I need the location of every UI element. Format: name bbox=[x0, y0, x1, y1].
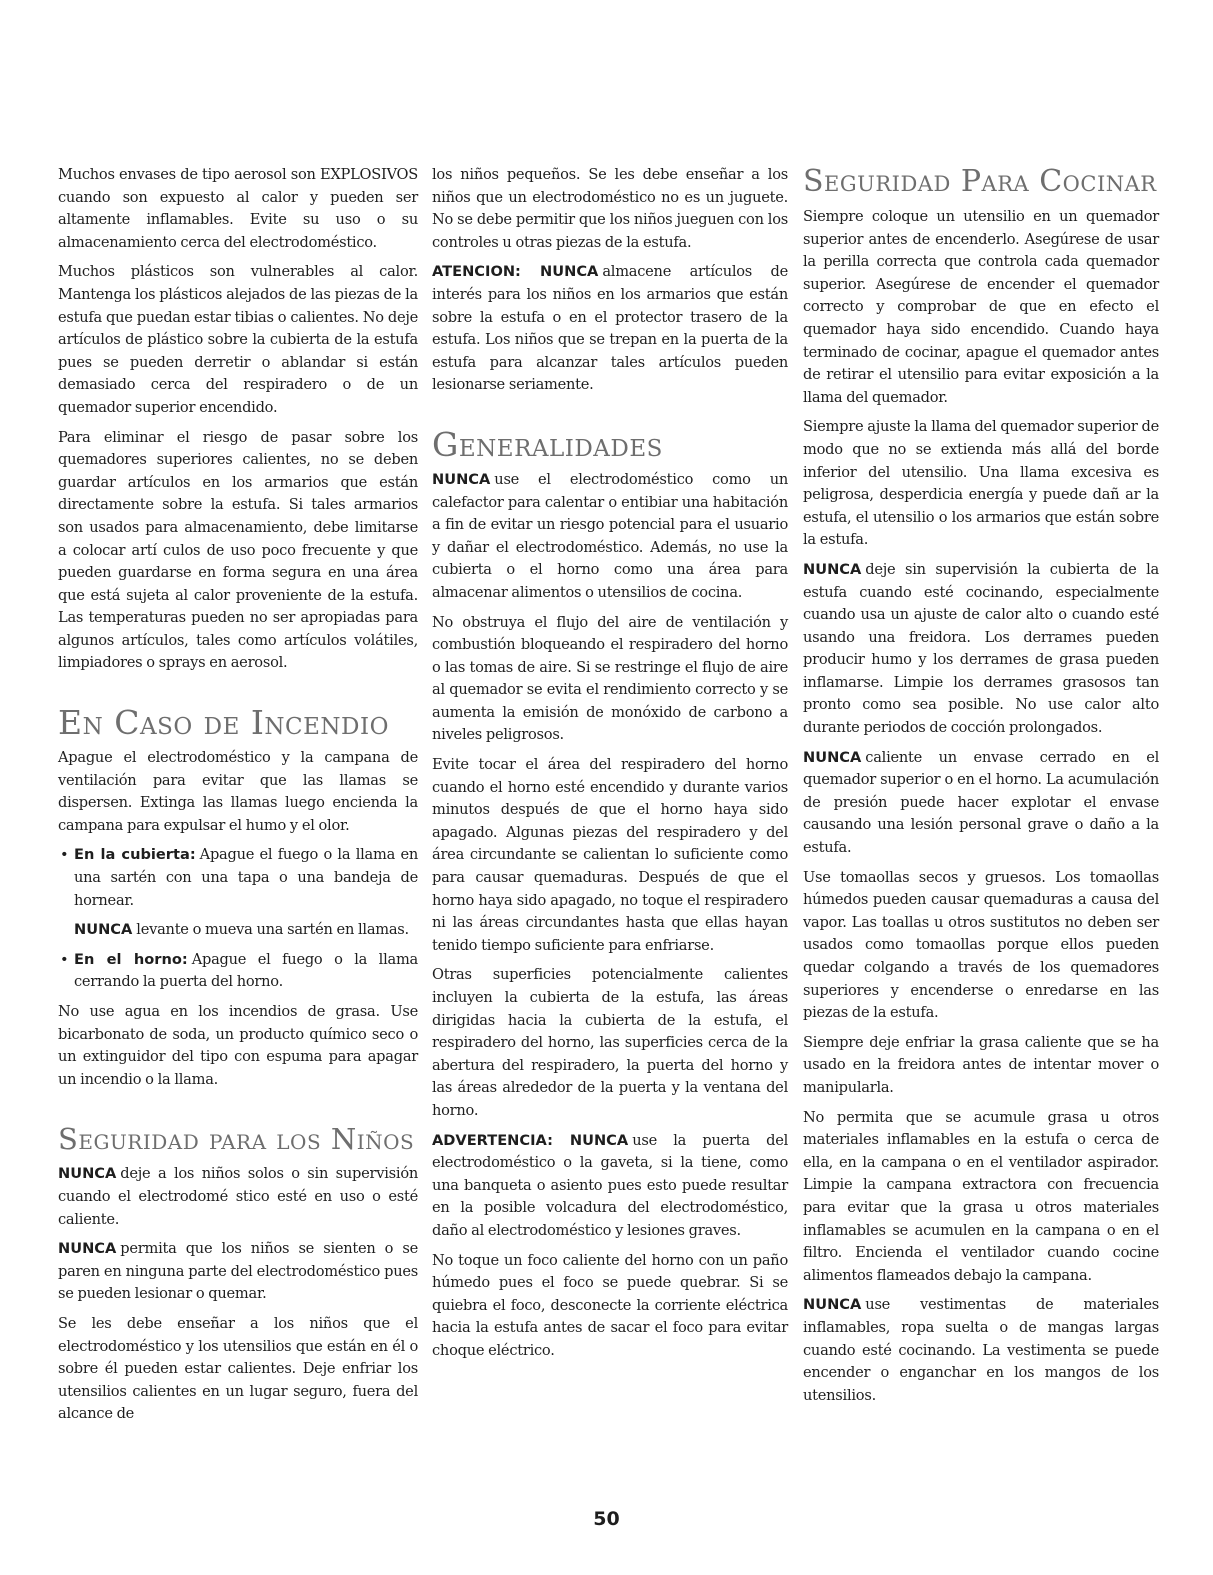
paragraph-closed-container bbox=[803, 747, 1159, 860]
paragraph-hot-surfaces: Otras superficies potencialmente calientes incluyen la cubierta de la estufa, las áreas dirigidas hacia la cubierta de la estufa, el respiradero del horno, las superficies cerca de la abertura del respiradero, la puerta del horno y las áreas alrededor de la puerta y la ventana del horno. bbox=[432, 966, 788, 1119]
paragraph-toy: los niños pequeños. Se les debe enseñar a los niños que un electrodoméstico no es un juguete. No se debe permitir que los niños jueguen con los controles u otras piezas de la estufa. bbox=[432, 166, 788, 251]
paragraph-unattended bbox=[803, 559, 1159, 740]
bullet-cooktop-note-text: levante o mueva una sartén en llamas. bbox=[136, 921, 409, 939]
fire-bullet-list-2 bbox=[58, 949, 418, 994]
paragraph-unattended-text: deje sin supervisión la cubierta de la estufa cuando esté cocinando, especialmente cuando usa un ajuste de calor alto o cuando esté usando una freidora. Los derrames pueden producir humo y los derrames de grasa pueden inflamarse. Limpie los derrames grasosos tan pronto como sea posible. No use calor alto durante periodos de cocción prolongados. bbox=[803, 560, 1159, 737]
bullet-cooktop-note bbox=[74, 919, 418, 942]
heading-kids-safety: Seguridad para los Niños bbox=[58, 1122, 415, 1157]
paragraph-fire-intro: Apague el electrodoméstico y la campana de ventilación para evitar que las llamas se dispersen. Extinga las llamas luego encienda la campana para expulsar el humo y el olor. bbox=[58, 749, 418, 834]
paragraph-bulb: No toque un foco caliente del horno con un paño húmedo pues el foco se puede quebrar. Si se quiebra el foco, desconecte la corriente eléctrica hacia la estufa antes de sacar el foco para evitar choque eléctrico. bbox=[432, 1251, 788, 1359]
paragraph-heater bbox=[432, 469, 788, 605]
paragraph-airflow: No obstruya el flujo del aire de ventilación y combustión bloqueando el respiradero del horno o las tomas de aire. Si se restringe el flujo de aire al quemador se evita el rendimiento correcto y se aumenta la emisión de monóxido de carbono a niveles peligrosos. bbox=[432, 613, 788, 744]
heading-general: Generalidades bbox=[432, 424, 663, 464]
bullet-dot-icon: • bbox=[60, 950, 69, 968]
keyword-nunca: NUNCA bbox=[74, 921, 133, 939]
bullet-cooktop-label: En la cubierta: bbox=[74, 846, 196, 864]
column-middle bbox=[432, 164, 788, 1370]
paragraph-burner-place: Siempre coloque un utensilio en un quemador superior antes de encenderlo. Asegúrese de usar la perilla correcta que controla cada quemador superior. Asegúrese de encender el quemador correcto y comprobar de que en efecto el quemador haya sido encendido. Cuando haya terminado de cocinar, apague el quemador antes de retirar el utensilio para evitar exposición a la llama del quemador. bbox=[803, 208, 1159, 406]
paragraph-kids-sit-text: permita que los niños se sienten o se paren en ninguna parte del electrodoméstico pues se pueden lesionar o quemar. bbox=[58, 1240, 418, 1303]
paragraph-kids-sit bbox=[58, 1238, 418, 1306]
paragraph-clothing bbox=[803, 1294, 1159, 1407]
keyword-nunca: NUNCA bbox=[58, 1165, 117, 1183]
keyword-nunca: NUNCA bbox=[803, 748, 862, 766]
paragraph-flame-adjust: Siempre ajuste la llama del quemador superior de modo que no se extienda más allá del borde inferior del utensilio. Una llama excesiva es peligrosa, desperdicia energía y puede dañ ar la estufa, el utensilio o los armarios que están sobre la estufa. bbox=[803, 418, 1159, 549]
paragraph-closed-container-text: caliente un envase cerrado en el quemador superior o en el horno. La acumulación de presión puede hacer explotar el envase causando una lesión personal grave o daño a la estufa. bbox=[803, 748, 1159, 857]
bullet-oven-text: Apague el fuego o la llama cerrando la puerta del horno. bbox=[74, 950, 418, 991]
bullet-oven bbox=[58, 949, 418, 994]
paragraph-advertencia-text: use la puerta del electrodoméstico o la gaveta, si la tiene, como una banqueta o asiento pues esto puede resultar en la posible volcadura del electrodoméstico, daño al electrodoméstico y lesiones graves. bbox=[432, 1131, 789, 1239]
paragraph-grease-fire: No use agua en los incendios de grasa. Use bicarbonato de soda, un producto químico seco o un extinguidor del tipo con espuma para apagar un incendio o la llama. bbox=[58, 1003, 418, 1088]
keyword-advertencia: ADVERTENCIA: NUNCA bbox=[432, 1131, 629, 1149]
heading-fire: En Caso de Incendio bbox=[58, 703, 389, 743]
keyword-nunca: NUNCA bbox=[58, 1240, 117, 1258]
paragraph-potholders: Use tomaollas secos y gruesos. Los tomaollas húmedos pueden causar quemaduras a causa del vapor. Las toallas u otros sustitutos no deben ser usados como tomaollas porque ellos pueden quedar colgando a través de los quemadores superiores y encenderse o enredarse en las piezas de la estufa. bbox=[803, 868, 1159, 1022]
paragraph-kids-alone bbox=[58, 1163, 418, 1231]
keyword-nunca: NUNCA bbox=[432, 470, 491, 488]
column-right bbox=[803, 164, 1159, 1414]
heading-cooking-safety: Seguridad Para Cocinar bbox=[803, 164, 1157, 199]
keyword-atencion: ATENCION: NUNCA bbox=[432, 263, 599, 281]
bullet-oven-label: En el horno: bbox=[74, 950, 188, 968]
paragraph-grease-buildup: No permita que se acumule grasa u otros materiales inflamables en la estufa o cerca de ella, en la campana o en el ventilador aspirador. Limpie la campana extractora con frecuencia para evitar que la grasa u otros materiales inflamables se acumulen en la campana o en el filtro. Encienda el ventilador cuando cocine alimentos flameados debajo la campana. bbox=[803, 1108, 1159, 1284]
bullet-cooktop-text: Apague el fuego o la llama en una sartén con una tapa o una bandeja de hornear. bbox=[74, 846, 418, 909]
paragraph-kids-teach: Se les debe enseñar a los niños que el electrodoméstico y los utensilios que están en él o sobre él pueden estar calientes. Deje enfriar los utensilios calientes en un lugar seguro, fuera del alcance de bbox=[58, 1314, 418, 1423]
keyword-nunca: NUNCA bbox=[803, 1296, 862, 1314]
paragraph-aerosol: Muchos envases de tipo aerosol son EXPLOSIVOS cuando son expuesto al calor y pueden ser altamente inflamables. Evite su uso o su almacenamiento cerca del electrodoméstico. bbox=[58, 166, 418, 251]
column-left bbox=[58, 164, 418, 1433]
paragraph-vent: Evite tocar el área del respiradero del horno cuando el horno esté encendido y durante varios minutos después de que el horno haya sido apagado. Algunas piezas del respiradero y del área circundante se calientan lo suficiente como para causar quemaduras. Después de que el horno haya sido apagado, no toque el respiradero ni las áreas circundantes hasta que ellas hayan tenido tiempo suficiente para enfriarse. bbox=[432, 756, 788, 954]
paragraph-advertencia bbox=[432, 1130, 788, 1243]
keyword-nunca: NUNCA bbox=[803, 560, 862, 578]
bullet-cooktop bbox=[58, 844, 418, 912]
paragraph-plastics: Muchos plásticos son vulnerables al calor. Mantenga los plásticos alejados de las piezas de la estufa que puedan estar tibias o calientes. No deje artículos de plástico sobre la cubierta de la estufa pues se pueden derretir o ablandar si están demasiado cerca del respiradero o de un quemador superior encendido. bbox=[58, 263, 418, 416]
paragraph-atencion-text: almacene artículos de interés para los niños en los armarios que están sobre la estufa o en el protector trasero de la estufa. Los niños que se trepan en la puerta de la estufa para alcanzar tales artículos pueden lesionarse seriamente. bbox=[432, 263, 788, 394]
paragraph-heater-text: use el electrodoméstico como un calefactor para calentar o entibiar una habitación a fin de evitar un riesgo potencial para el usuario y dañar el electrodoméstico. Además, no use la cubierta o el horno como una área para almacenar alimentos o utensilios de cocina. bbox=[432, 470, 788, 601]
fire-bullet-list bbox=[58, 844, 418, 912]
paragraph-atencion bbox=[432, 261, 788, 397]
paragraph-clothing-text: use vestimentas de materiales inflamables, ropa suelta o de mangas largas cuando esté cocinando. La vestimenta se puede encender o enganchar en los mangos de los utensilios. bbox=[803, 1296, 1159, 1404]
bullet-dot-icon: • bbox=[60, 846, 69, 864]
paragraph-kids-alone-text: deje a los niños solos o sin supervisión cuando el electrodomé stico esté en uso o esté caliente. bbox=[58, 1165, 418, 1228]
paragraph-grease-cool: Siempre deje enfriar la grasa caliente que se ha usado en la freidora antes de intentar mover o manipularla. bbox=[803, 1033, 1159, 1096]
paragraph-cabinets: Para eliminar el riesgo de pasar sobre los quemadores superiores calientes, no se deben guardar artículos en los armarios que están directamente sobre la estufa. Si tales armarios son usados para almacenamiento, debe limitarse a colocar artí culos de uso poco frecuente y que pueden guardarse en forma segura en una área que está sujeta al calor proveniente de la estufa. Las temperaturas pueden no ser apropiadas para algunos artículos, tales como artículos volátiles, limpiadores o sprays en aerosol. bbox=[58, 428, 418, 672]
page-number: 50 bbox=[593, 1508, 620, 1530]
